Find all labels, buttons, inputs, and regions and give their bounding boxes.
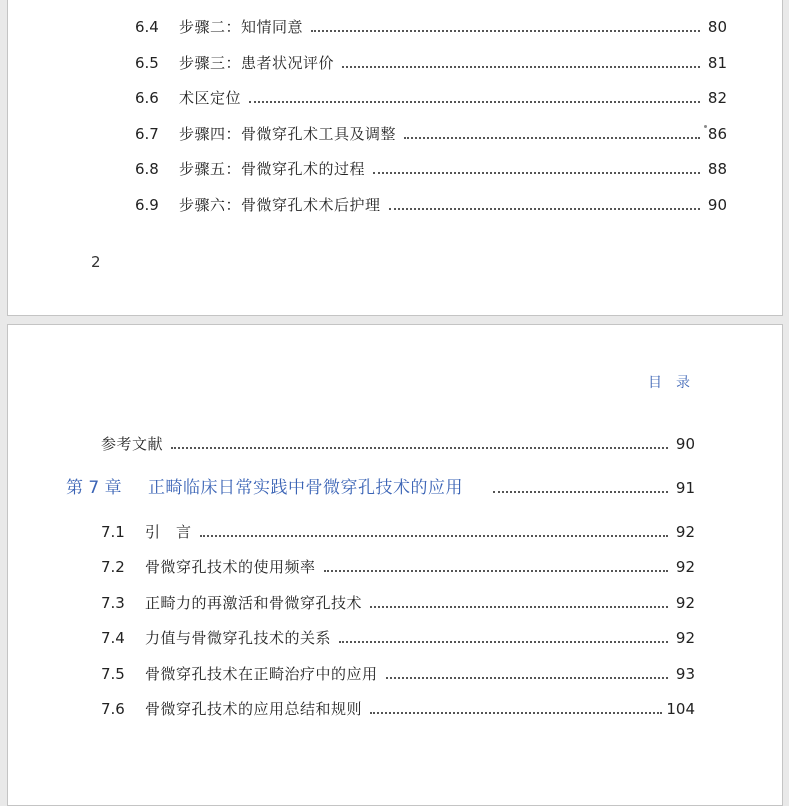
toc-entry-title: 步骤二：知情同意	[179, 18, 304, 36]
toc-entry-page: 86	[707, 125, 727, 143]
page-number: 2	[91, 253, 101, 271]
toc-entry[interactable]	[101, 699, 695, 719]
dot-leader	[249, 101, 700, 103]
toc-entry-page: 80	[707, 18, 727, 36]
toc-entry[interactable]	[101, 593, 695, 613]
dot-leader	[370, 712, 662, 714]
toc-entry-title: 参考文献	[101, 435, 164, 453]
toc-entry-page: 93	[675, 665, 695, 683]
dot-leader	[493, 491, 668, 493]
toc-entry-number: 7.6	[101, 700, 125, 718]
toc-chapter[interactable]	[66, 478, 695, 498]
toc-entry-title: 骨微穿孔技术的使用频率	[145, 558, 316, 576]
toc-entry-page: 90	[675, 435, 695, 453]
toc-entry-title: 骨微穿孔技术的应用总结和规则	[145, 700, 363, 718]
toc-entry-number: 6.9	[135, 196, 159, 214]
toc-entry-number: 6.4	[135, 18, 159, 36]
toc-entry-title: 步骤三：患者状况评价	[179, 54, 335, 72]
toc-entry-title: 骨微穿孔技术在正畸治疗中的应用	[145, 665, 378, 683]
chapter-title: 正畸临床日常实践中骨微穿孔技术的应用	[148, 478, 463, 498]
toc-entry[interactable]	[135, 53, 727, 73]
toc-entry-title: 步骤五：骨微穿孔术的过程	[179, 160, 366, 178]
toc-entry[interactable]	[135, 159, 727, 179]
dot-leader	[370, 606, 668, 608]
toc-entry-number: 7.4	[101, 629, 125, 647]
toc-entry-title: 力值与骨微穿孔技术的关系	[145, 629, 332, 647]
toc-entry-number: 6.5	[135, 54, 159, 72]
toc-entry[interactable]	[135, 195, 727, 215]
toc-entry-title: 步骤四：骨微穿孔术工具及调整	[179, 125, 397, 143]
dot-leader	[311, 30, 700, 32]
toc-entry-number: 6.7	[135, 125, 159, 143]
dot-leader	[171, 447, 668, 449]
toc-entry-number: 7.1	[101, 523, 125, 541]
toc-entry-page: 90	[707, 196, 727, 214]
dot-leader	[200, 535, 668, 537]
toc-entry[interactable]	[101, 522, 695, 542]
toc-entry-page: 104	[666, 700, 695, 718]
toc-entry-title: 正畸力的再激活和骨微穿孔技术	[145, 594, 363, 612]
toc-entry-page: 88	[707, 160, 727, 178]
toc-entry[interactable]	[101, 557, 695, 577]
toc-entry[interactable]	[135, 124, 727, 144]
dot-leader	[342, 66, 700, 68]
toc-entry[interactable]	[101, 628, 695, 648]
toc-entry-page: 82	[707, 89, 727, 107]
toc-entry-number: 6.8	[135, 160, 159, 178]
toc-entry-page: 92	[675, 594, 695, 612]
toc-entry-title: 步骤六：骨微穿孔术术后护理	[179, 196, 381, 214]
dot-leader	[339, 641, 668, 643]
toc-references[interactable]	[101, 434, 695, 454]
dot-leader	[373, 172, 700, 174]
toc-entry-title: 引 言	[145, 523, 192, 541]
toc-entry[interactable]	[135, 88, 727, 108]
dot-leader	[386, 677, 668, 679]
toc-entry-page: 92	[675, 629, 695, 647]
toc-entry[interactable]	[135, 17, 727, 37]
toc-entry-number: 7.3	[101, 594, 125, 612]
toc-entry[interactable]	[101, 664, 695, 684]
chapter-number: 第 7 章	[66, 478, 122, 498]
toc-entry-page: 92	[675, 523, 695, 541]
toc-entry-number: 7.2	[101, 558, 125, 576]
scan-speck	[704, 125, 707, 128]
dot-leader	[324, 570, 668, 572]
toc-entry-number: 7.5	[101, 665, 125, 683]
chapter-page: 91	[675, 479, 695, 497]
dot-leader	[389, 208, 700, 210]
toc-page-top	[7, 0, 783, 316]
toc-entry-number: 6.6	[135, 89, 159, 107]
toc-entry-title: 术区定位	[179, 89, 242, 107]
toc-entry-page: 92	[675, 558, 695, 576]
running-head: 目录	[648, 375, 704, 391]
dot-leader	[404, 137, 700, 139]
toc-entry-page: 81	[707, 54, 727, 72]
